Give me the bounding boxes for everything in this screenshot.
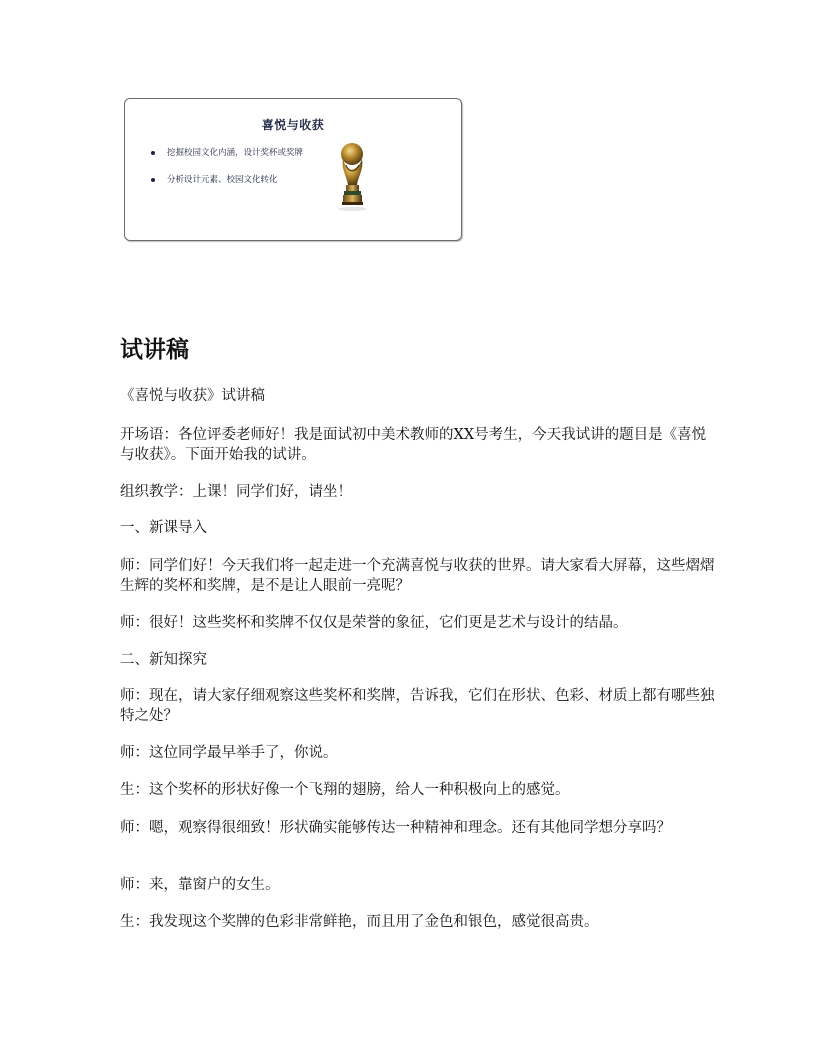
paragraph-teacher: 师：嗯，观察得很细致！形状确实能够传达一种精神和理念。还有其他同学想分享吗？	[120, 820, 671, 836]
paragraph-organize: 组织教学：上课！同学们好，请坐！	[120, 484, 352, 500]
paragraph-teacher: 师：这位同学最早举手了，你说。	[120, 745, 338, 761]
paragraph-teacher: 师：很好！这些奖杯和奖牌不仅仅是荣誉的象征，它们更是艺术与设计的结晶。	[120, 615, 628, 631]
paragraph-student: 生：这个奖杯的形状好像一个飞翔的翅膀，给人一种积极向上的感觉。	[120, 782, 570, 798]
section-heading-explore: 二、新知探究	[120, 652, 207, 668]
slide-bullet-text: 挖掘校园文化内涵，设计奖杯或奖牌	[167, 148, 304, 158]
slide-bullet-item	[149, 174, 303, 201]
paragraph-opening: 开场语：各位评委老师好！我是面试初中美术教师的XX号考生，今天我试讲的题目是《喜悦与收获》。下面开始我的试讲。	[120, 427, 707, 463]
slide-title: 喜悦与收获	[261, 118, 325, 132]
slide-bullet-text: 分析设计元素、校园文化转化	[167, 175, 278, 185]
trophy-icon	[333, 139, 373, 213]
page-heading: 试讲稿	[120, 337, 189, 363]
slide-bullet-list	[149, 147, 303, 201]
paragraph-student: 生：我发现这个奖牌的色彩非常鲜艳，而且用了金色和银色，感觉很高贵。	[120, 914, 599, 930]
paragraph-teacher: 师：现在，请大家仔细观察这些奖杯和奖牌，告诉我，它们在形状、色彩、材质上都有哪些独特之处？	[120, 688, 715, 724]
bullet-dot-icon	[151, 178, 155, 182]
slide-bullet-item	[149, 147, 303, 174]
paragraph-doc-title: 《喜悦与收获》试讲稿	[120, 388, 265, 404]
slide-thumbnail	[124, 98, 462, 241]
paragraph-teacher: 师：同学们好！今天我们将一起走进一个充满喜悦与收获的世界。请大家看大屏幕，这些熠熠生辉的奖杯和奖牌，是不是让人眼前一亮呢？	[120, 558, 715, 594]
section-heading-intro: 一、新课导入	[120, 520, 207, 536]
paragraph-teacher: 师：来，靠窗户的女生。	[120, 877, 280, 893]
bullet-dot-icon	[151, 151, 155, 155]
